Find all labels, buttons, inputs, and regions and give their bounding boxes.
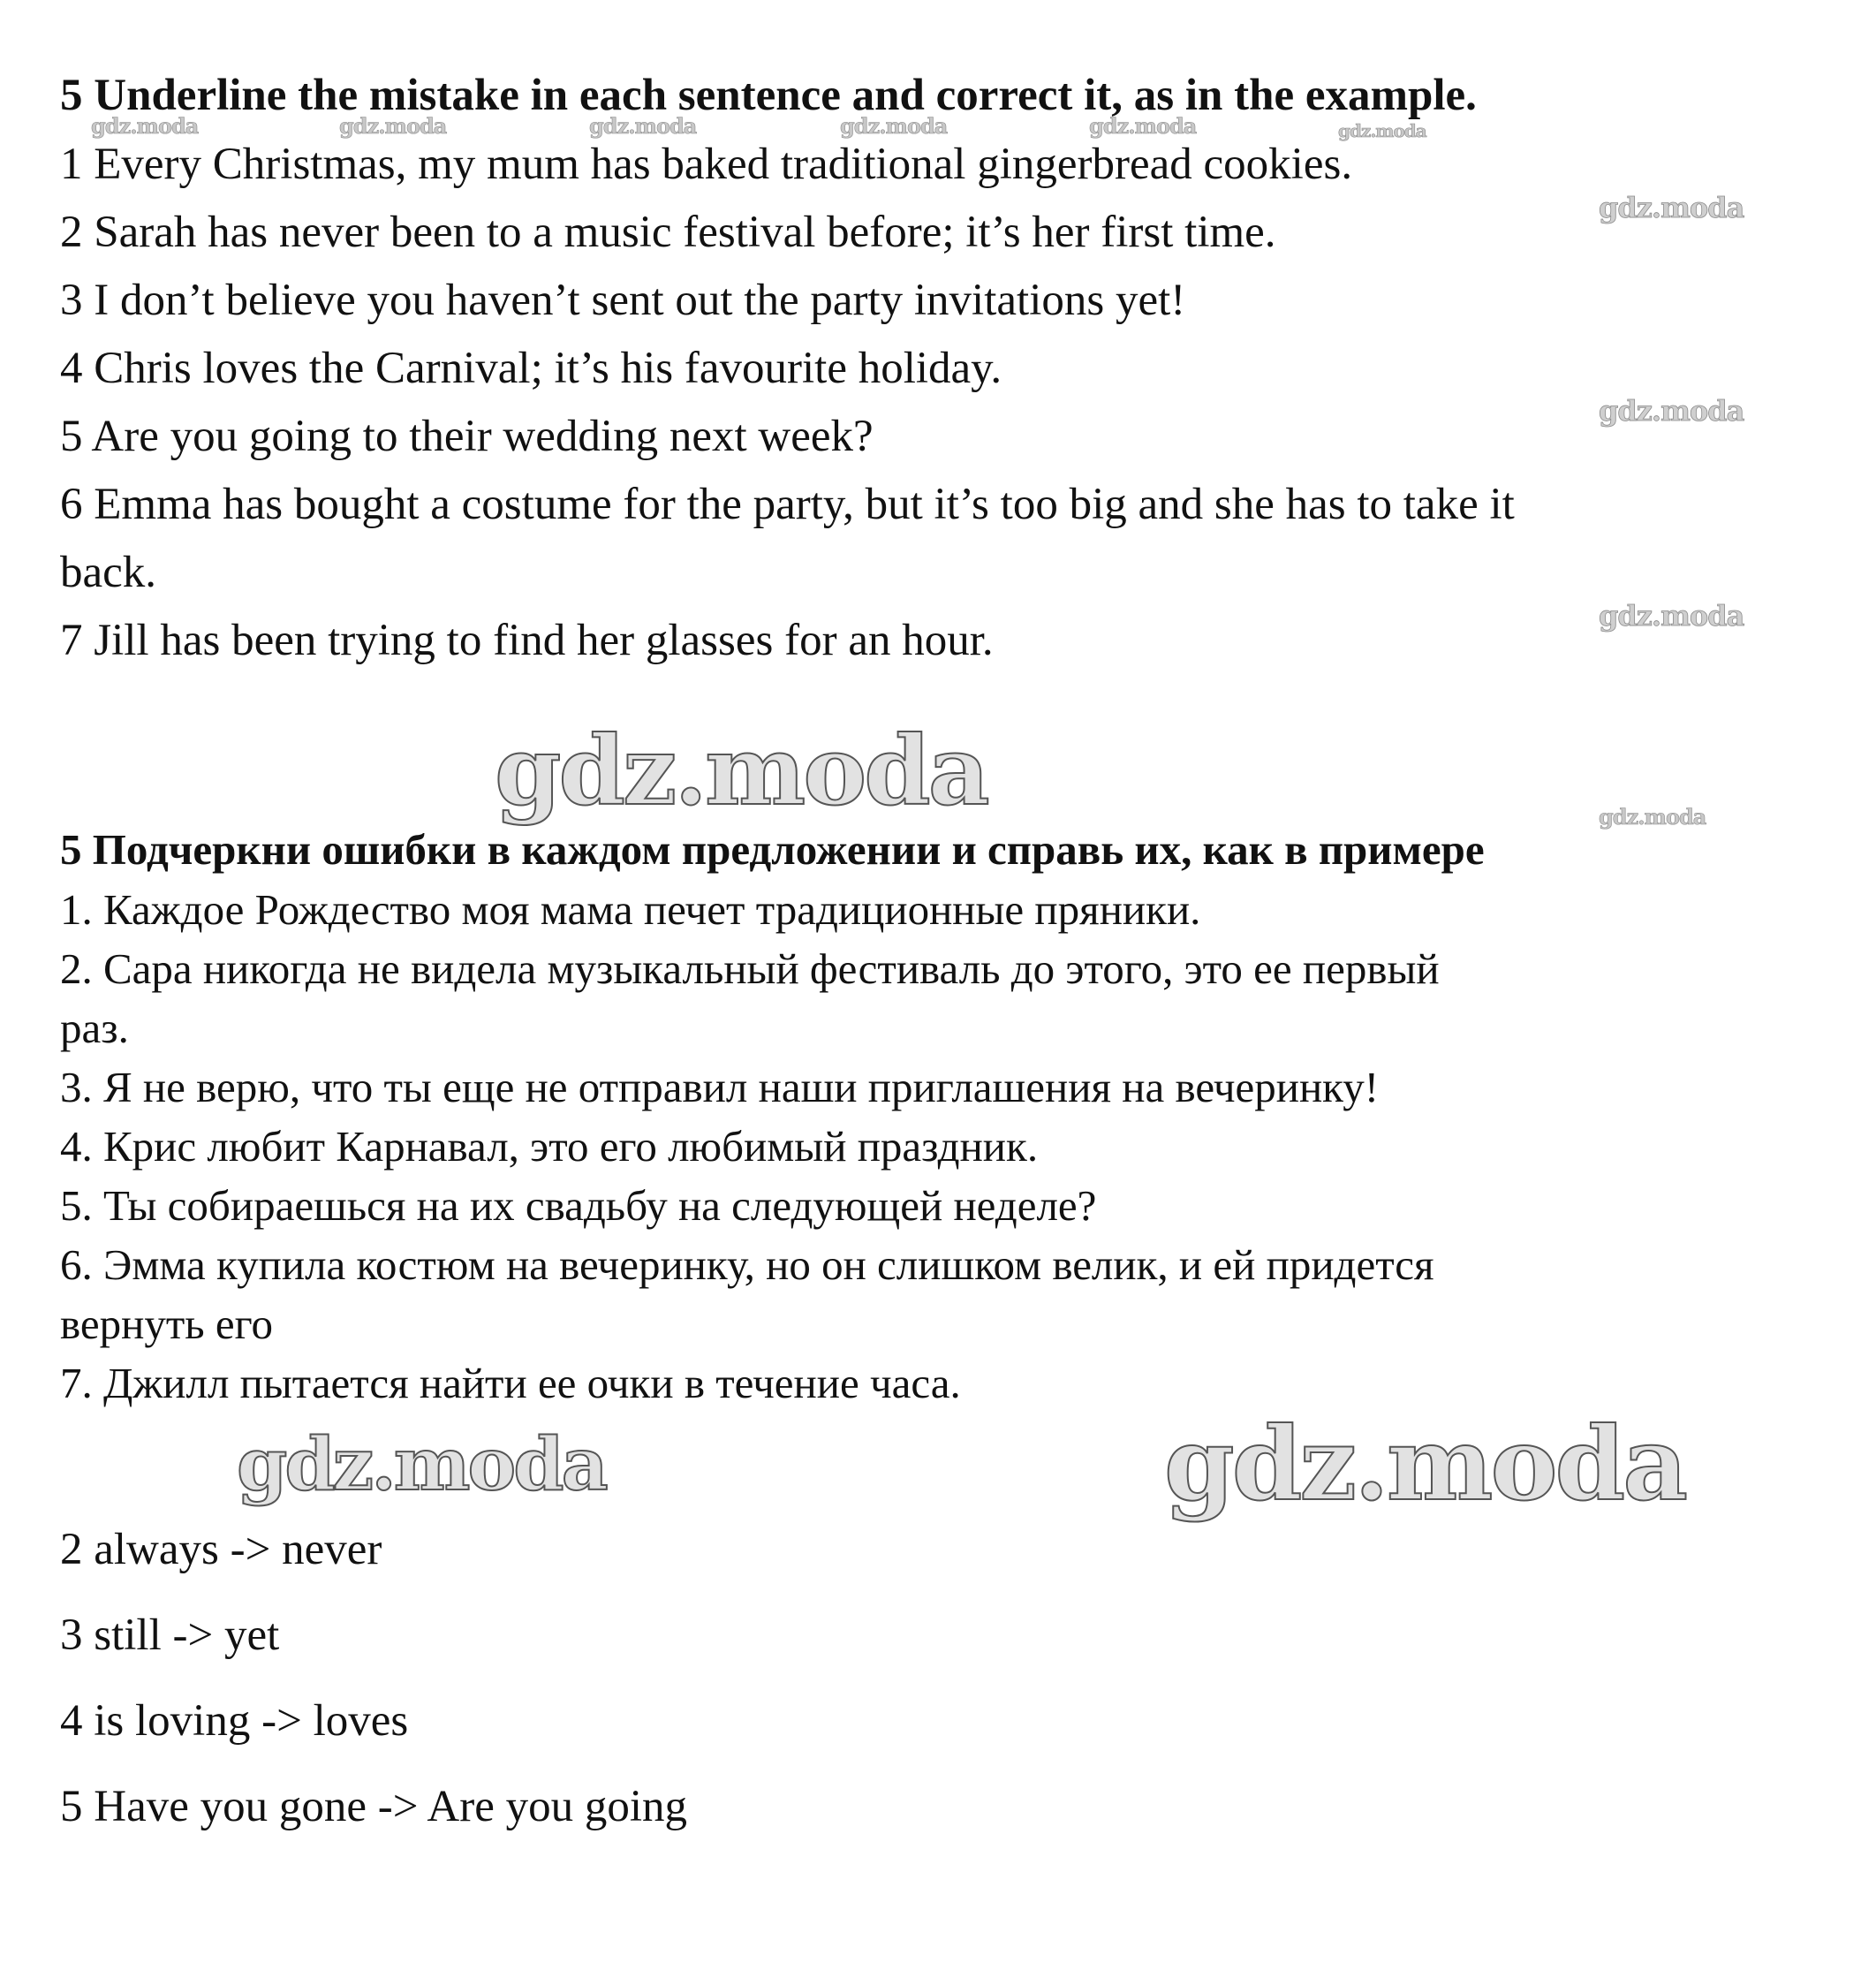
english-line-1: 1 Every Christmas, my mum has baked traditional gingerbread cookies. xyxy=(60,140,1353,189)
watermark-logo: gdz.moda xyxy=(1599,599,1744,633)
answer-3: 3 still -> yet xyxy=(60,1610,280,1660)
russian-heading: 5 Подчеркни ошибки в каждом предложении и справь их, как в примере xyxy=(60,825,1485,874)
english-line-7: 7 Jill has been trying to find her glasses for an hour. xyxy=(60,616,994,665)
watermark-logo: gdz.moda xyxy=(237,1422,606,1507)
english-line-6: 6 Emma has bought a costume for the party, but it’s too big and she has to take it xyxy=(60,480,1515,529)
russian-line-2: 2. Сара никогда не видела музыкальный фестиваль до этого, это ее первый xyxy=(60,944,1440,993)
english-line-2: 2 Sarah has never been to a music festival before; it’s her first time. xyxy=(60,208,1276,257)
answer-2: 2 always -> never xyxy=(60,1525,382,1574)
watermark-logo: gdz.moda xyxy=(840,113,948,139)
russian-line-3: 3. Я не верю, что ты еще не отправил наши приглашения на вечеринку! xyxy=(60,1063,1380,1111)
russian-line-7: 7. Джилл пытается найти ее очки в течение часа. xyxy=(60,1359,961,1407)
english-line-6-cont: back. xyxy=(60,548,157,597)
russian-line-4: 4. Крис любит Карнавал, это его любимый праздник. xyxy=(60,1122,1039,1171)
watermark-logo: gdz.moda xyxy=(589,113,697,139)
watermark-logo: gdz.moda xyxy=(1338,120,1426,141)
russian-line-1: 1. Каждое Рождество моя мама печет традиционные пряники. xyxy=(60,885,1201,934)
english-line-4: 4 Chris loves the Carnival; it’s his favourite holiday. xyxy=(60,344,1002,393)
watermark-logo: gdz.moda xyxy=(495,716,987,827)
watermark-logo: gdz.moda xyxy=(1599,804,1706,830)
watermark-logo: gdz.moda xyxy=(1089,113,1197,139)
english-line-3: 3 I don’t believe you haven’t sent out the party invitations yet! xyxy=(60,276,1186,325)
watermark-logo: gdz.moda xyxy=(91,113,199,139)
russian-line-6-cont: вернуть его xyxy=(60,1300,273,1348)
answer-4: 4 is loving -> loves xyxy=(60,1696,409,1746)
russian-line-5: 5. Ты собираешься на их свадьбу на следующей неделе? xyxy=(60,1181,1097,1230)
watermark-logo: gdz.moda xyxy=(1164,1405,1686,1523)
russian-line-6: 6. Эмма купила костюм на вечеринку, но он слишком велик, и ей придется xyxy=(60,1240,1434,1289)
watermark-logo: gdz.moda xyxy=(339,113,447,139)
english-heading: 5 Underline the mistake in each sentence and correct it, as in the example. xyxy=(60,71,1477,120)
watermark-logo: gdz.moda xyxy=(1599,394,1744,428)
english-line-5: 5 Are you going to their wedding next week? xyxy=(60,412,874,461)
watermark-logo: gdz.moda xyxy=(1599,191,1744,224)
russian-line-2-cont: раз. xyxy=(60,1004,129,1052)
answer-5: 5 Have you gone -> Are you going xyxy=(60,1782,688,1831)
